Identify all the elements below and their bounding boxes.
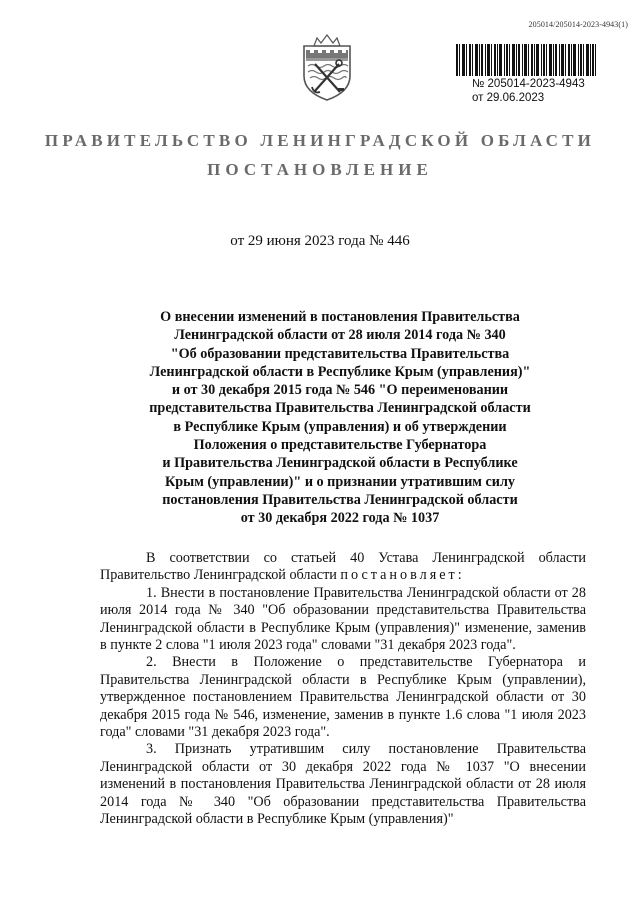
- item-paragraph-1: 1. Внести в постановление Правительства Ленинградской области от 28 июля 2014 года № 340 "Об образовании представительства Правительства Ленинградской области в Республике Крым (управления)" изменение, заменив в пункте 2 слова "1 июля 2023 года" словами "31 декабря 2023 года".: [100, 584, 586, 654]
- subject-line: и от 30 декабря 2015 года № 546 "О переименовании: [171, 382, 509, 399]
- registration-number: № 205014-2023-4943: [472, 78, 585, 90]
- subject-line: от 30 декабря 2022 года № 1037: [240, 510, 440, 527]
- subject-line: Крым (управлении)" и о признании утратившим силу: [164, 473, 516, 490]
- barcode-icon: [456, 44, 596, 76]
- subject-line: "Об образовании представительства Правительства: [170, 345, 510, 362]
- subject-line: О внесении изменений в постановления Правительства: [160, 309, 520, 325]
- subject-line: Ленинградской области от 28 июля 2014 года № 340: [174, 327, 506, 344]
- subject-line: в Республике Крым (управления) и об утверждении: [173, 418, 507, 435]
- subject-line: постановления Правительства Ленинградской области: [162, 491, 518, 508]
- file-code: 205014/205014-2023-4943(1): [528, 20, 628, 29]
- document-kind: ПОСТАНОВЛЕНИЕ: [207, 160, 433, 179]
- document-subject: [100, 308, 580, 528]
- document-body: [100, 550, 586, 829]
- subject-line: и Правительства Ленинградской области в Республике: [162, 455, 518, 472]
- subject-line: Ленинградской области в Республике Крым (управления)": [149, 363, 531, 380]
- government-title: ПРАВИТЕЛЬСТВО ЛЕНИНГРАДСКОЙ ОБЛАСТИ: [44, 131, 596, 150]
- registration-date: от 29.06.2023: [472, 92, 545, 104]
- preamble-text: В соответствии со статьей 40 Устава Ленинградской области Правительство Ленинградской области: [100, 550, 586, 584]
- subject-line: Положения о представительстве Губернатора: [193, 437, 487, 454]
- item-paragraph-3: 3. Признать утратившим силу постановление Правительства Ленинградской области от 30 декабря 2022 года № 1037 "О внесении изменений в постановления Правительства Ленинградской области от 28 июля 2014 года № 340 "Об образовании представительства Правительства Ленинградской области в Республике Крым (управления)": [100, 741, 586, 828]
- document-date-number: от 29 июня 2023 года № 446: [230, 233, 410, 249]
- subject-line: представительства Правительства Ленинградской области: [149, 400, 531, 417]
- leningrad-oblast-coat-of-arms-icon: [300, 32, 354, 102]
- preamble-verb: постановляет:: [340, 567, 465, 584]
- item-paragraph-2: 2. Внести в Положение о представительстве Губернатора и Правительства Ленинградской области в Республике Крым (управлении), утвержденное постановлением Правительства Ленинградской области от 30 декабря 2015 года № 546, изменение, заменив в пункте 1.6 слова "1 июля 2023 года" словами "31 декабря 2023 года".: [100, 654, 586, 741]
- preamble-paragraph: [100, 550, 586, 585]
